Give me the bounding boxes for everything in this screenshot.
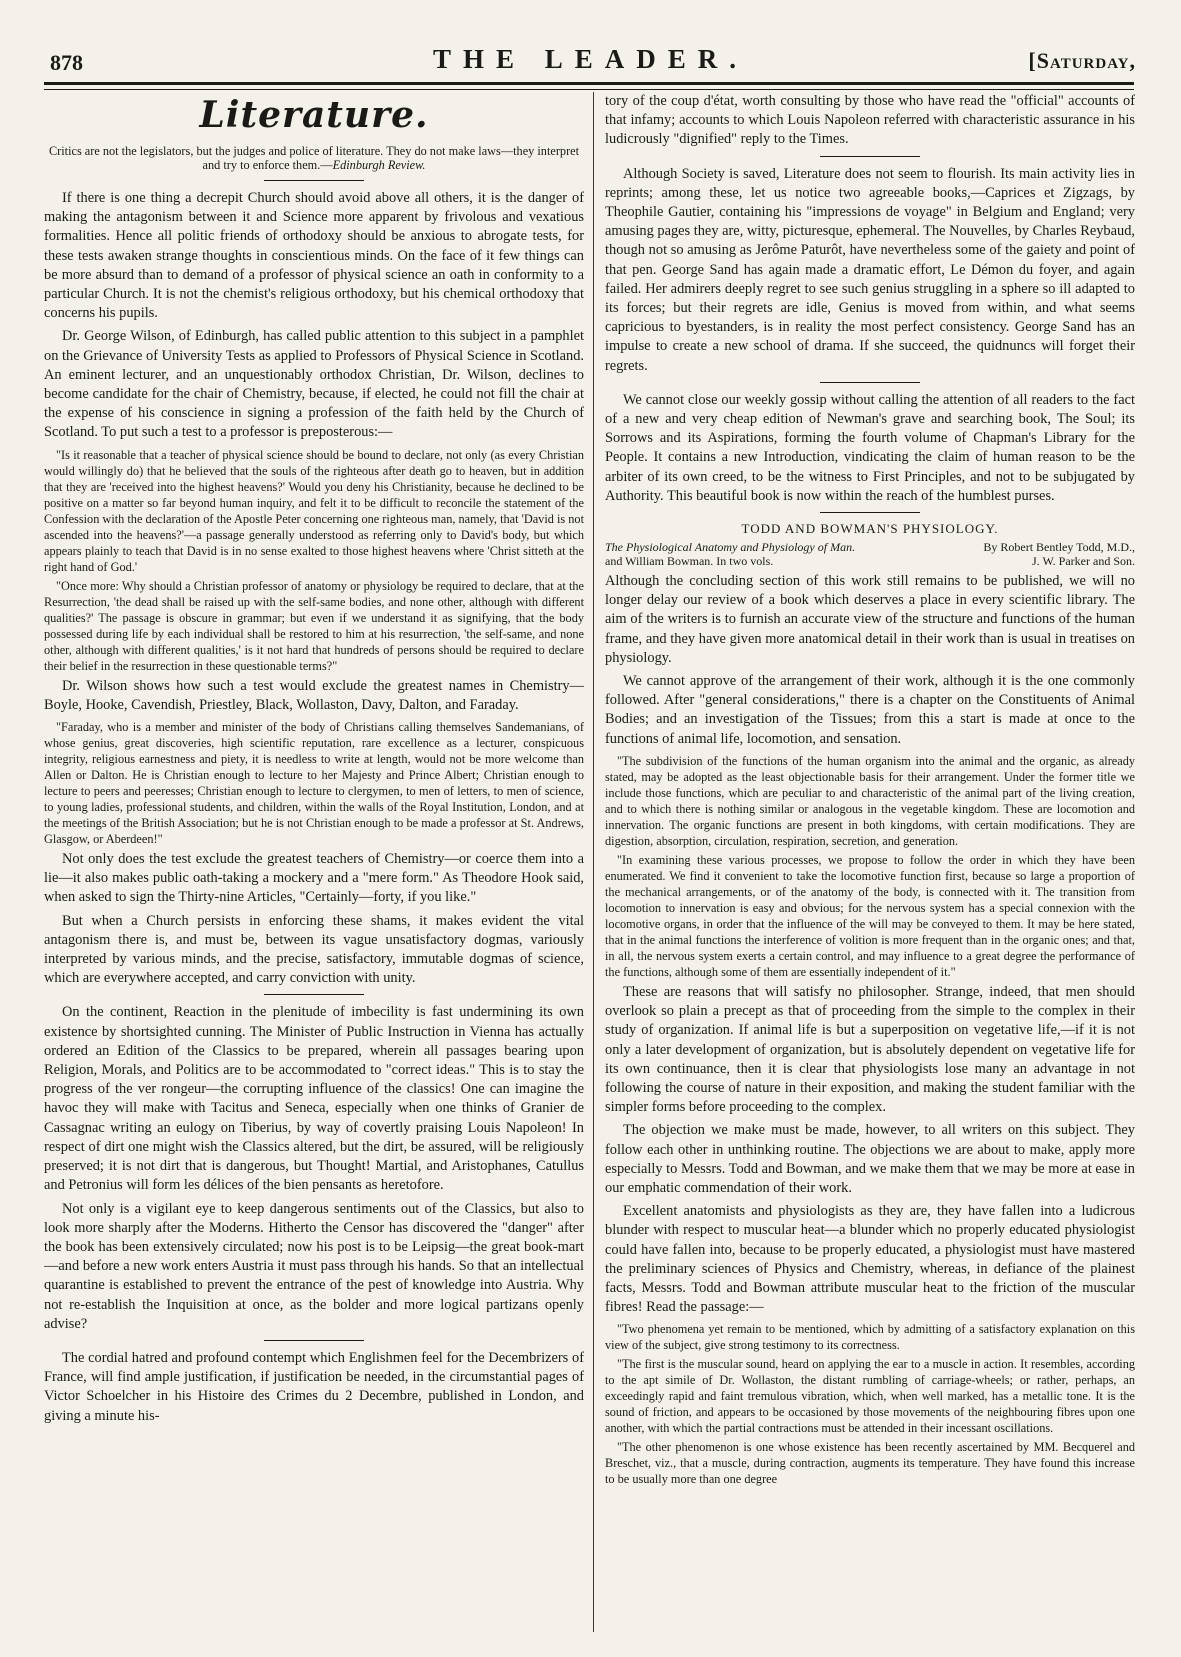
quotation-paragraph: "The other phenomenon is one whose existence has been recently ascertained by MM. Becquerel and Breschet, viz., that a muscle, during contraction, augments its temperature. They have found this increase to be usually more than one degree [605, 1440, 1135, 1487]
page-number: 878 [50, 50, 83, 75]
newspaper-title: THE LEADER. [432, 44, 749, 74]
quotation-paragraph: "The subdivision of the functions of the human organism into the animal and the organic, as already stated, may be adopted as the least objectionable basis for their arrangement. Under the former title we include those functions, which are peculiar to and characteristic of the animal part of the living creation, and to which there is nothing similar or analogous in the vegetable kingdom. These are locomotion and innervation. The organic functions are present in both kingdoms, with certain modifications. They are digestion, absorption, circulation, respiration, secretion, and generation. [605, 753, 1135, 848]
header-rule-thick [44, 82, 1134, 85]
article-paragraph: The objection we make must be made, however, to all writers on this subject. They follow each other in unthinking routine. The objections we are about to make, apply more especially to Messrs. Todd and Bowman, and we make them that we may be more at ease in our emphatic commendation of their work. [605, 1122, 1135, 1196]
section-rule [820, 512, 920, 513]
book-authors-cont: and William Bowman. In two vols. [605, 554, 774, 569]
quotation-paragraph: "The first is the muscular sound, heard on applying the ear to a muscle in action. It resembles, according to the apt simile of Dr. Wollaston, the distant rumbling of carriage-wheels; or rather, perhaps, an exceedingly rapid and faint tremulous vibration, which, when well marked, has a metallic tone. It is the sound of friction, and appears to be occasioned by those movements of the neighbouring fibres upon one another, with which the partial contractions must be attended in their incessant oscillations. [605, 1357, 1135, 1436]
article-paragraph: If there is one thing a decrepit Church should avoid above all others, it is the danger of making the antagonism between it and Science more apparent by frivolous and vexatious formalities. Hence all politic friends of orthodoxy should be anxious to abrogate tests, for these tests awaken strange thoughts in conscientious minds. On the face of it few things can be more absurd than to demand of a professor of physical science an oath in conformity to a particular Church. It is not the chemist's religious orthodoxy, but his chemical orthodoxy that concerns his pupils. [44, 190, 584, 322]
column-divider [593, 92, 594, 1632]
article-paragraph: tory of the coup d'état, worth consulting by those who have read the "official" accounts of that infamy; accounts to which Louis Napoleon referred with characteristic assurance in his ludicrously "dignified" reply to the Times. [605, 93, 1135, 148]
section-rule [264, 1340, 364, 1341]
section-title: Literature. [199, 94, 429, 136]
book-publisher: J. W. Parker and Son. [1032, 554, 1135, 569]
left-column [44, 92, 584, 1637]
quotation-paragraph: "Two phenomena yet remain to be mentioned, which by admitting of a satisfactory explanation on this view of the subject, give strong testimony to its correctness. [605, 1322, 1135, 1353]
motto-rule [264, 180, 364, 181]
masthead [0, 0, 1181, 100]
article-paragraph: Dr. Wilson shows how such a test would exclude the greatest names in Chemistry—Boyle, Hooke, Cavendish, Priestley, Black, Wollaston, Davy, Dalton, and Faraday. [44, 677, 584, 713]
review-heading: TODD AND BOWMAN'S PHYSIOLOGY. [741, 521, 999, 537]
article-paragraph: Not only does the test exclude the greatest teachers of Chemistry—or coerce them into a lie—it also makes public oath-taking a mockery and a "mere form." As Theodore Hook said, when asked to sign the Thirty-nine Articles, "Certainly—forty, if you like." [44, 851, 584, 906]
article-paragraph: Excellent anatomists and physiologists as they are, they have fallen into a ludicrous blunder with respect to muscular heat—a blunder which no properly educated physiologist could have fallen into, because to be properly educated, a physiologist must have mastered the preliminary sciences of Physics and Chemistry, whereas, in defiance of the plainest facts, Messrs. Todd and Bowman attribute muscular heat to the friction of the muscular fibres! Read the passage:— [605, 1203, 1135, 1316]
article-paragraph: Not only is a vigilant eye to keep dangerous sentiments out of the Classics, but also to look more sharply after the Moderns. Hitherto the Censor has discovered the "danger" after the book has been extensively circulated; now his post is to be Leipsig—the great book-mart—and before a new work enters Austria it must pass through his hands. So that an intellectual quarantine is established to prevent the entrance of the pest of knowledge into Austria. Why not re-establish the Inquisition at once, as the bolder and more logical partizans openly advise? [44, 1200, 584, 1332]
quotation-paragraph: "Is it reasonable that a teacher of physical science should be bound to declare, not only (as every Christian would willingly do) that he believed that the souls of the righteous after death go to heaven, but in addition that they are 'received into the highest heavens?' Would you deny his Christianity, because he declined to be positive on a matter so far beyond human inquiry, and felt it to be difficult to reconcile the statement of the Confession with the declaration of the Apostle Peter concerning one righteous man, namely, that 'David is not ascended into the heavens?'—a passage generally understood as referring only to David's body, but which appears plainly to teach that David is in no sense exalted to those highest heavens where 'Christ sitteth at the right hand of God.' [44, 447, 584, 574]
right-column [605, 92, 1135, 1642]
motto-text: Critics are not the legislators, but the judges and police of literature. They do not make laws—they interpret and try to enforce them.— [48, 144, 580, 172]
article-paragraph: We cannot approve of the arrangement of their work, although it is the one commonly followed. After "general considerations," there is a chapter on the Constituents of Animal Bodies; and an investigation of the Tissues; from this a start is made at once to the functions of animal life, locomotion, and sensation. [605, 673, 1135, 747]
section-motto [44, 144, 584, 172]
quotation-paragraph: "Once more: Why should a Christian professor of anatomy or physiology be required to declare, that at the Resurrection, 'the dead shall be raised up with the self-same bodies, and none other, although with different qualities?' The passage is obscure in grammar; but even if we understand it as signifying, that the body possessed during life by each individual shall be restored to him at his resurrection, 'the self-same, and none other, although with different qualities,' is it not hard that hundreds of persons should be required to declare their belief in the resurrection in these questionable terms?" [44, 578, 584, 673]
article-paragraph: Although Society is saved, Literature does not seem to flourish. Its main activity lies in reprints; among these, let us notice two agreeable books,—Caprices et Zigzags, by Theophile Gautier, containing his "impressions de voyage" in Belgium and England; very amusing pages they are, witty, picturesque, ephemeral. The Nouvelles, by Charles Reybaud, though not so amusing as Jerôme Paturôt, have nevertheless some of the gaiety and point of that pen. George Sand has again made a dramatic effort, Le Démon du foyer, and again failed. Her admirers deeply regret to see such genius struggling in a sphere so ill adapted to its forces; but their regrets are idle, Genius is moved from within, and what seems capricious to byestanders, is in reality the most perfect consistency. George Sand has an impulse to create a new school of drama. If she succeed, the quidnuncs will forget their regrets. [605, 165, 1135, 374]
article-paragraph: These are reasons that will satisfy no philosopher. Strange, indeed, that men should overlook so plain a precept as that of proceeding from the simple to the complex in their study of organization. If animal life is but a superposition on vegetative life,—if it is not only a later development of organization, but is absolutely dependent on vegetative life for its own continuance, then it is clear that physiologists lose many an advantage in not following the course of nature in their exposition, and making the student familiar with the simpler forms before proceeding to the complex. [605, 983, 1135, 1116]
section-rule [820, 156, 920, 157]
article-paragraph: Although the concluding section of this work still remains to be published, we will no longer delay our review of a book which deserves a place in every scientific library. The aim of the writers is to furnish an accurate view of the structure and functions of the human frame, and they have given more anatomical detail in their work than is usual in treatises on physiology. [605, 573, 1135, 666]
book-reference [605, 540, 1135, 568]
issue-day: [Saturday, [1028, 48, 1136, 73]
article-paragraph: But when a Church persists in enforcing these shams, it makes evident the vital antagonism there is, and must be, between its vague unsatisfactory dogmas, variously interpreted by various minds, and the precise, satisfactory, immutable dogmas of science, which are everywhere accepted, and carry conviction with unity. [44, 912, 584, 987]
book-title: The Physiological Anatomy and Physiology of Man. [605, 540, 856, 555]
motto-source: Edinburgh Review. [332, 158, 426, 172]
article-paragraph: On the continent, Reaction in the plenitude of imbecility is fast undermining its own existence by shortsighted cunning. The Minister of Public Instruction in Vienna has actually ordered an Edition of the Classics to be prepared, wherein all passages bearing upon Religion, Morals, and Politics are to be accommodated to "correct ideas." This is to stay the progress of the ver rongeur—the corrupting influence of the classics! One can imagine the havoc they will make with Tacitus and Seneca, especially when one thinks of Granier de Cassagnac writing an eulogy on Tiberius, by way of covertly praising Louis Napoleon! In respect of dirt one might wish the Classics altered, but the dirt, be assured, will be religiously preserved; it is not dirt that is dangerous, but Thought! Martial, and Aristophanes, Catullus and Petronius will form les délices of the bien pensants as heretofore. [44, 1004, 584, 1194]
article-paragraph: The cordial hatred and profound contempt which Englishmen feel for the Decembrizers of France, will find ample justification, if justification be needed, in the circumstantial pages of Victor Schoelcher in his Histoire des Crimes du 2 Decembre, published in London, and giving a minute his- [44, 1349, 584, 1424]
section-rule [264, 994, 364, 995]
section-rule [820, 382, 920, 383]
quotation-paragraph: "Faraday, who is a member and minister of the body of Christians calling themselves Sandemanians, of whose genius, great discoveries, high scientific reputation, rare excellence as a lecturer, conspicuous integrity, religious earnestness and piety, it is needless to write at length, would not be more welcome than Allen or Dalton. He is Christian enough to lecture to her Majesty and Prince Albert; Christian enough to lecture to peers and peeresses; Christian enough to lecture to clergymen, to men of letters, to men of science, to young ladies, professional students, and children, within the walls of the Royal Institution, London, and at the meetings of the British Association; but he is not Christian enough to be made a professor at St. Andrews, Glasgow, or Aberdeen!" [44, 720, 584, 847]
article-paragraph: Dr. George Wilson, of Edinburgh, has called public attention to this subject in a pamphlet on the Grievance of University Tests as applied to Professors of Physical Science in Scotland. An eminent lecturer, and an unquestionably orthodox Christian, Dr. Wilson, declines to become candidate for the chair of Chemistry, because, if elected, he could not fill the chair at the expense of his conscience in signing a profession of the faith held by the Church of Scotland. To put such a test to a professor is preposterous:— [44, 328, 584, 441]
quotation-paragraph: "In examining these various processes, we propose to follow the order in which they have been enumerated. We find it convenient to take the locomotive function first, because so large a proportion of the mechanical arrangements, or of the anatomy of the body, is connected with it. The transition from locomotion to innervation is easy and obvious; for the nervous system has a special connexion with the locomotive organs, in order that the influence of the will may be conveyed to them. It may be here stated, that in the animal functions the interference of volition is more frequent than in the organic ones; and that, in all, the nervous system exerts a certain control, and may influence to a great degree the performance of the functions, although some of them are essentially independent of it." [605, 852, 1135, 979]
book-authors: By Robert Bentley Todd, M.D., [983, 540, 1135, 555]
article-paragraph: We cannot close our weekly gossip without calling the attention of all readers to the fact of a new and very cheap edition of Newman's grave and searching book, The Soul; its Sorrows and its Aspirations, forming the fourth volume of Chapman's Library for the People. It contains a new Introduction, vindicating the claim of human reason to be the arbiter of its own creed, to be the witness to First Principles, and not to be subjugated by Authority. This beautiful book is now within the reach of the humblest purses. [605, 391, 1135, 504]
header-rule-thin [44, 89, 1134, 90]
